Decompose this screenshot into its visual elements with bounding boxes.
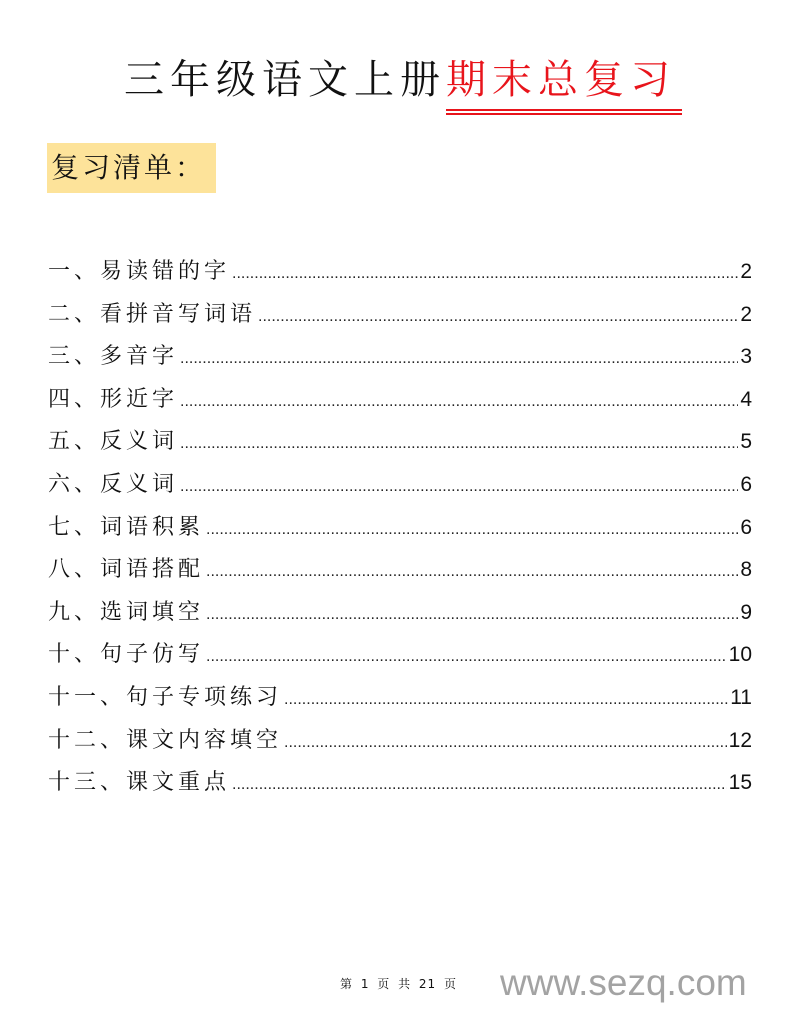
- toc-label: 七、词语积累: [48, 514, 205, 540]
- toc-page-number: 9: [740, 600, 752, 624]
- section-heading: 复习清单：: [47, 143, 216, 193]
- document-title: [0, 48, 800, 105]
- toc-page-number: 8: [740, 558, 752, 582]
- toc-label: 九、选词填空: [48, 599, 205, 625]
- toc-page-number: 11: [730, 685, 752, 709]
- toc-entry[interactable]: [48, 723, 752, 766]
- dot-leader: [232, 265, 738, 283]
- title-black: 三年级语文上册: [124, 57, 446, 103]
- toc-page-number: 3: [740, 345, 752, 369]
- toc-page-number: 12: [728, 728, 752, 752]
- toc-page-number: 5: [740, 430, 752, 454]
- dot-leader: [206, 521, 738, 539]
- toc-entry[interactable]: [48, 297, 752, 340]
- dot-leader: [180, 478, 738, 496]
- toc-entry[interactable]: [48, 382, 752, 425]
- title-red: 期末总复习: [446, 48, 676, 105]
- dot-leader: [206, 563, 738, 581]
- toc-entry[interactable]: [48, 680, 752, 723]
- toc-entry[interactable]: [48, 637, 752, 680]
- toc-page-number: 6: [740, 515, 752, 539]
- dot-leader: [206, 648, 727, 666]
- toc-label: 六、反义词: [48, 471, 179, 497]
- toc-page-number: 2: [740, 260, 752, 283]
- watermark: www.sezq.com: [500, 962, 747, 1003]
- toc-entry[interactable]: [48, 339, 752, 382]
- toc-label: 十三、课文重点: [48, 770, 231, 796]
- toc-entry[interactable]: [48, 467, 752, 510]
- toc-page-number: 2: [740, 302, 752, 326]
- toc-label: 八、词语搭配: [48, 557, 205, 583]
- toc-entry[interactable]: [48, 765, 752, 808]
- dot-leader: [206, 606, 738, 624]
- toc-page-number: 15: [728, 771, 752, 795]
- dot-leader: [258, 308, 738, 326]
- toc-page-number: 10: [728, 643, 752, 667]
- toc-label: 三、多音字: [48, 344, 179, 370]
- toc-entry[interactable]: [48, 510, 752, 553]
- page-footer: 第 1 页 共 21 页: [340, 977, 457, 991]
- toc-entry[interactable]: [48, 595, 752, 638]
- toc-entry[interactable]: [48, 254, 752, 297]
- toc-label: 一、易读错的字: [48, 259, 231, 284]
- dot-leader: [284, 734, 727, 752]
- toc-page-number: 4: [740, 387, 752, 411]
- toc-entry[interactable]: [48, 424, 752, 467]
- toc-label: 十一、句子专项练习: [48, 684, 283, 710]
- dot-leader: [180, 435, 738, 453]
- toc-label: 二、看拼音写词语: [48, 301, 257, 327]
- dot-leader: [180, 393, 738, 411]
- table-of-contents: [48, 254, 752, 808]
- dot-leader: [284, 691, 728, 709]
- toc-label: 四、形近字: [48, 386, 179, 412]
- toc-entry[interactable]: [48, 552, 752, 595]
- toc-label: 十、句子仿写: [48, 642, 205, 668]
- dot-leader: [232, 776, 727, 794]
- toc-page-number: 6: [740, 472, 752, 496]
- dot-leader: [180, 350, 738, 368]
- toc-label: 十二、课文内容填空: [48, 727, 283, 753]
- toc-label: 五、反义词: [48, 429, 179, 455]
